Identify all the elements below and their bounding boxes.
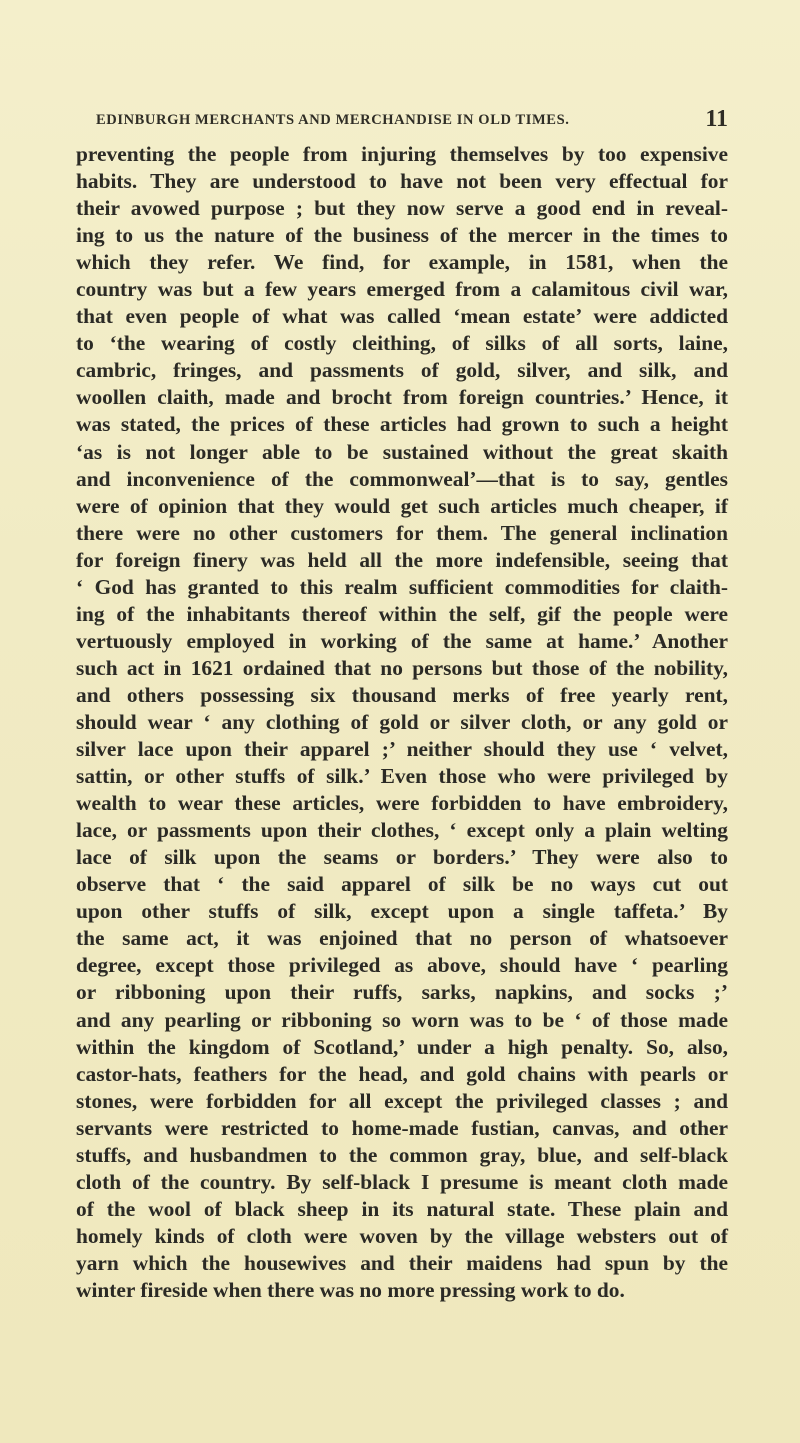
text-line: habits. They are understood to have not been very effectual for [76,169,728,194]
running-head-title: EDINBURGH MERCHANTS AND MERCHANDISE IN OLD TIMES. [96,112,570,128]
text-line: wealth to wear these articles, were forbidden to have embroidery, [76,791,728,816]
body-paragraph [76,141,728,1304]
text-line: their avowed purpose ; but they now serve a good end in reveal- [76,196,728,221]
text-line: cloth of the country. By self-black I presume is meant cloth made [76,1169,728,1194]
text-line: ‘ God has granted to this realm sufficient commodities for claith- [76,574,728,599]
page-number: 11 [705,106,728,132]
text-line: and inconvenience of the commonweal’—that is to say, gentles [76,466,728,491]
text-line: castor-hats, feathers for the head, and gold chains with pearls or [76,1061,728,1086]
text-line: observe that ‘ the said apparel of silk be no ways cut out [76,872,728,897]
text-line: yarn which the housewives and their maidens had spun by the [76,1250,728,1275]
text-line: that even people of what was called ‘mean estate’ were addicted [76,304,728,329]
text-line: within the kingdom of Scotland,’ under a high penalty. So, also, [76,1034,728,1059]
text-line: preventing the people from injuring themselves by too expensive [76,142,728,166]
text-line: should wear ‘ any clothing of gold or silver cloth, or any gold or [76,709,728,734]
text-line: degree, except those privileged as above, should have ‘ pearling [76,953,728,978]
text-line: sattin, or other stuffs of silk.’ Even those who were privileged by [76,764,728,789]
text-line: vertuously employed in working of the same at hame.’ Another [76,628,728,653]
text-line: stuffs, and husbandmen to the common gray, blue, and self-black [76,1142,728,1167]
text-line: servants were restricted to home-made fustian, canvas, and other [76,1115,728,1140]
text-line-last: winter fireside when there was no more pressing work to do. [76,1277,625,1302]
text-line: cambric, fringes, and passments of gold, silver, and silk, and [76,358,728,383]
text-line: ‘as is not longer able to be sustained without the great skaith [76,439,728,464]
text-line: stones, were forbidden for all except the privileged classes ; and [76,1088,728,1113]
text-line: to ‘the wearing of costly cleithing, of silks of all sorts, laine, [76,331,728,356]
text-line: there were no other customers for them. The general inclination [76,520,728,545]
text-line: such act in 1621 ordained that no persons but those of the nobility, [76,655,728,680]
text-line: lace, or passments upon their clothes, ‘ except only a plain welting [76,818,728,843]
text-line: woollen claith, made and brocht from foreign countries.’ Hence, it [76,385,728,410]
text-line: lace of silk upon the seams or borders.’ They were also to [76,845,728,870]
text-line: upon other stuffs of silk, except upon a single taffeta.’ By [76,899,728,924]
text-line: ing to us the nature of the business of the mercer in the times to [76,223,728,248]
text-line: were of opinion that they would get such articles much cheaper, if [76,493,728,518]
text-line: and any pearling or ribboning so worn was to be ‘ of those made [76,1007,728,1032]
running-header [96,106,728,134]
text-line: country was but a few years emerged from a calamitous civil war, [76,277,728,302]
text-line: silver lace upon their apparel ;’ neither should they use ‘ velvet, [76,737,728,762]
text-line: and others possessing six thousand merks of free yearly rent, [76,682,728,707]
text-line: or ribboning upon their ruffs, sarks, napkins, and socks ;’ [76,980,728,1005]
text-line: the same act, it was enjoined that no person of whatsoever [76,926,728,951]
text-line: of the wool of black sheep in its natural state. These plain and [76,1196,728,1221]
text-line: was stated, the prices of these articles had grown to such a height [76,412,728,437]
text-line: ing of the inhabitants thereof within the self, gif the people were [76,601,728,626]
text-line: homely kinds of cloth were woven by the village websters out of [76,1223,728,1248]
text-line: which they refer. We find, for example, in 1581, when the [76,250,728,275]
text-line: for foreign finery was held all the more indefensible, seeing that [76,547,728,572]
